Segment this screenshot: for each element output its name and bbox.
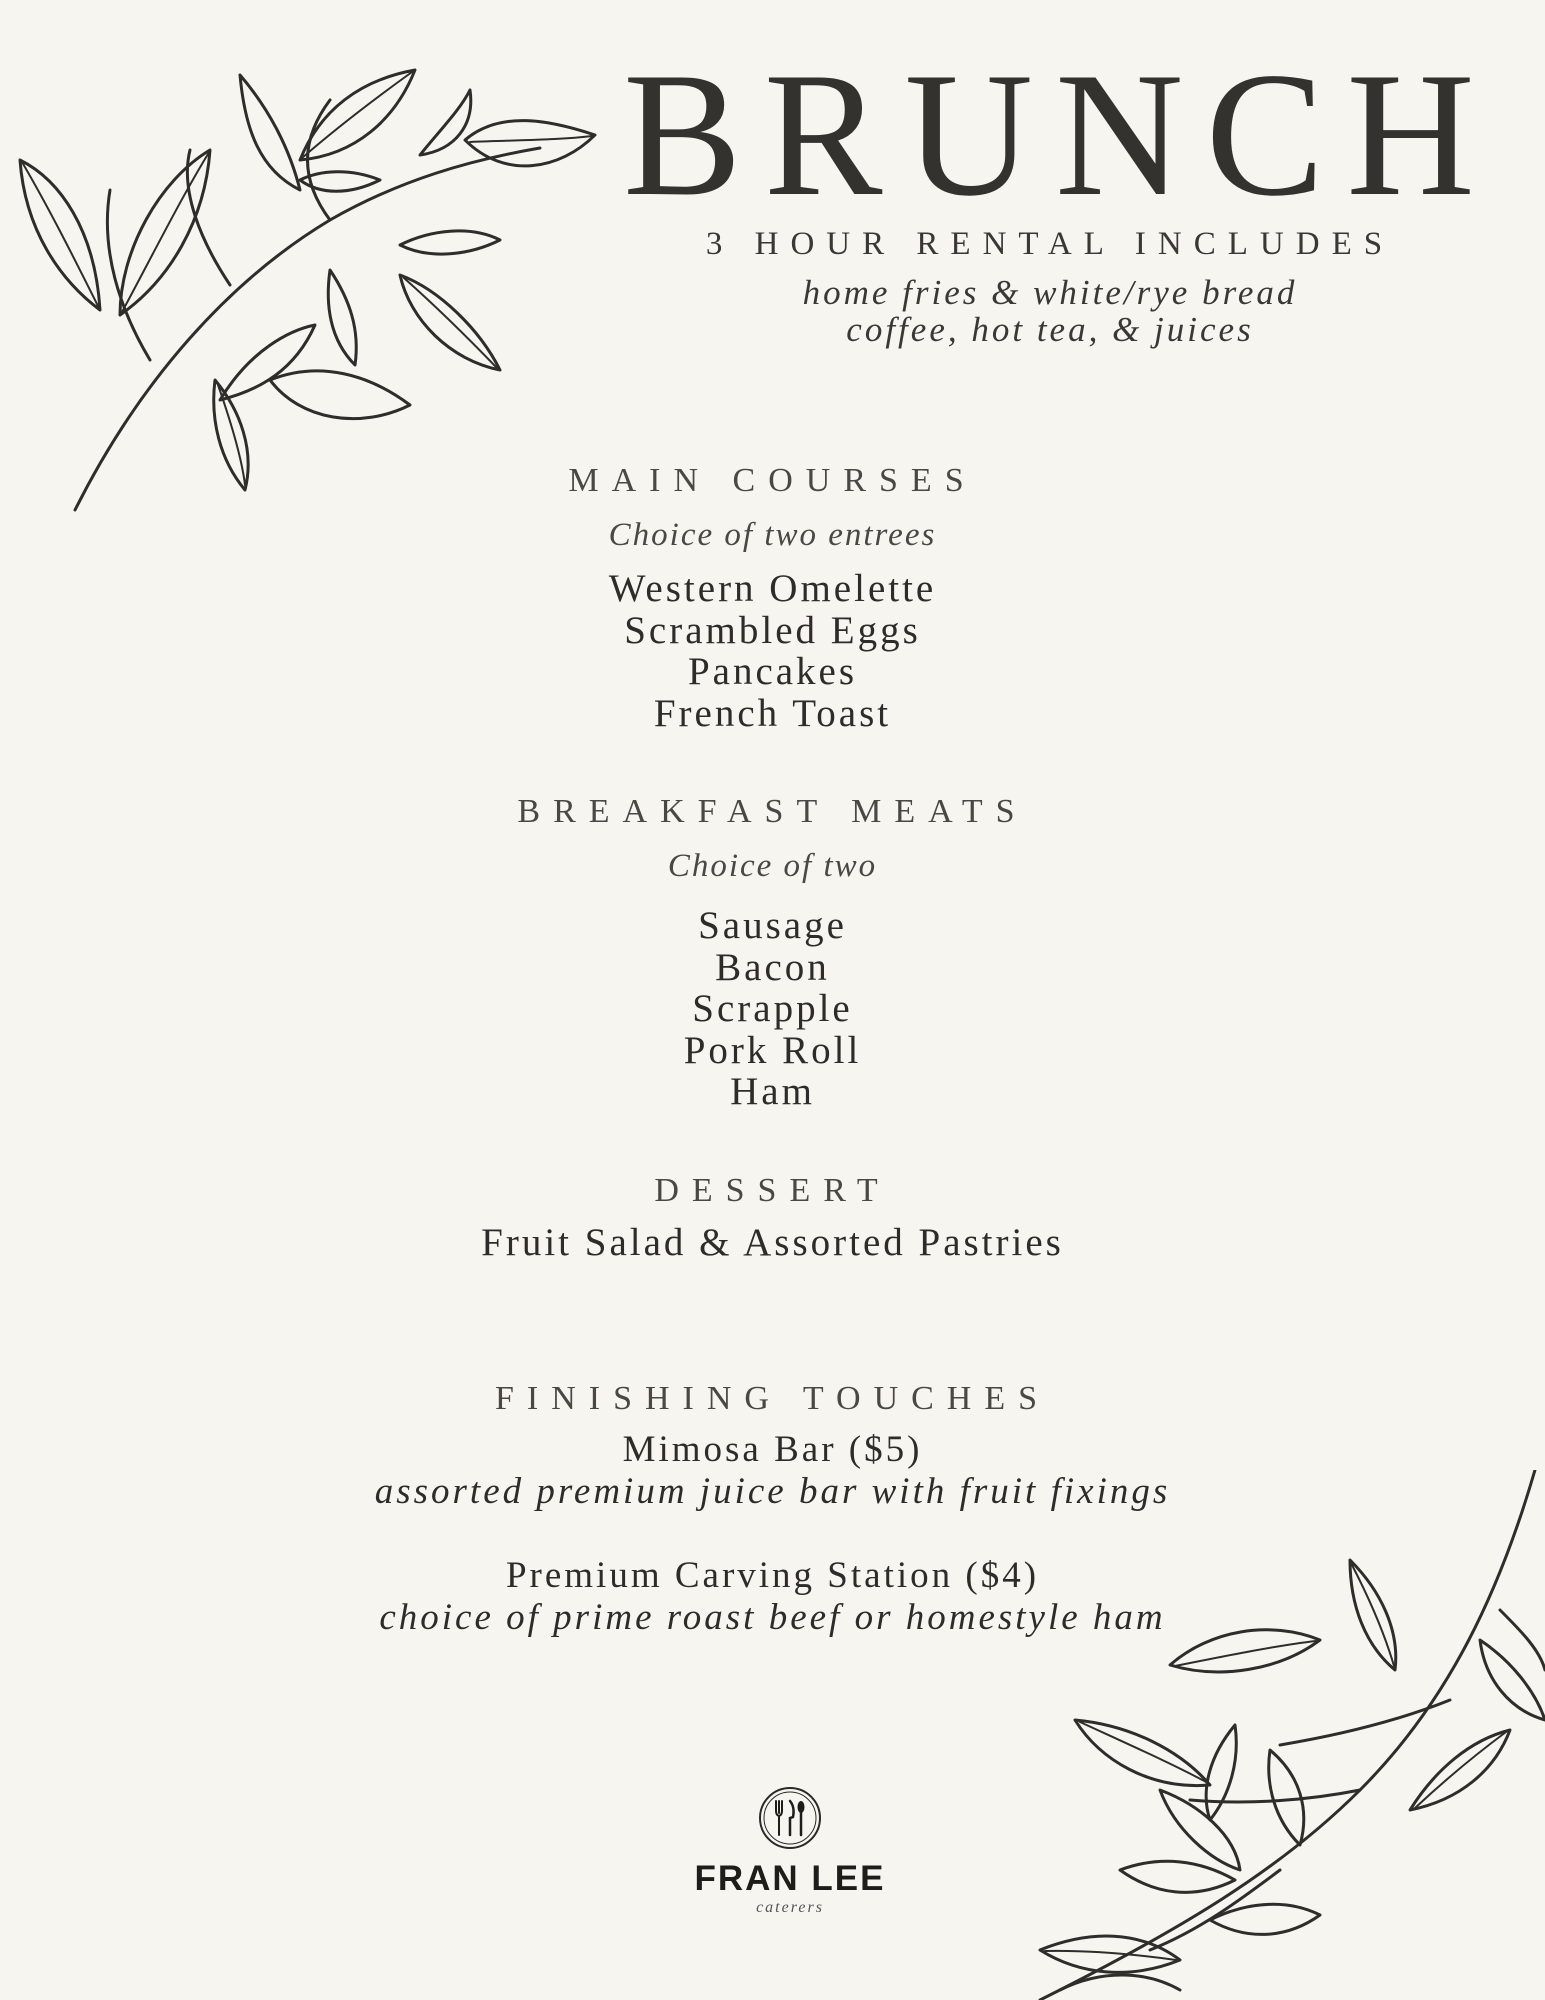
includes-line: home fries & white/rye bread bbox=[802, 273, 1298, 312]
menu-item: French Toast bbox=[653, 691, 892, 735]
finishing-touches-heading: FINISHING TOUCHES bbox=[494, 1380, 1051, 1417]
main-courses-note: Choice of two entrees bbox=[608, 517, 937, 553]
extra-name: Mimosa Bar ($5) bbox=[622, 1429, 923, 1470]
dessert-item: Fruit Salad & Assorted Pastries bbox=[481, 1221, 1064, 1264]
menu-item: Ham bbox=[730, 1070, 815, 1113]
extra-description: assorted premium juice bar with fruit fixings bbox=[374, 1471, 1171, 1512]
leaf-branch-top-left-illustration bbox=[0, 30, 620, 530]
leaf-branch-bottom-right-illustration bbox=[980, 1470, 1545, 2000]
menu-item: Western Omelette bbox=[608, 567, 937, 610]
dessert-heading: DESSERT bbox=[654, 1172, 891, 1209]
extra-description: choice of prime roast beef or homestyle ham bbox=[379, 1597, 1166, 1638]
menu-item: Bacon bbox=[715, 945, 830, 989]
rental-includes bbox=[700, 274, 1400, 348]
main-courses-heading: MAIN COURSES bbox=[568, 462, 977, 499]
fork-knife-spoon-icon bbox=[757, 1785, 823, 1851]
menu-item: Scrambled Eggs bbox=[624, 608, 921, 652]
logo-tagline: caterers bbox=[756, 1899, 824, 1916]
rental-subtitle: 3 HOUR RENTAL INCLUDES bbox=[705, 226, 1395, 262]
breakfast-meats-heading: BREAKFAST MEATS bbox=[517, 793, 1028, 830]
breakfast-meats-note: Choice of two bbox=[667, 848, 878, 884]
menu-item: Scrapple bbox=[692, 987, 853, 1030]
extra-name: Premium Carving Station ($4) bbox=[505, 1555, 1040, 1596]
menu-item: Pork Roll bbox=[683, 1028, 862, 1072]
main-courses-list bbox=[0, 568, 1545, 734]
breakfast-meats-list bbox=[0, 905, 1545, 1113]
menu-item: Pancakes bbox=[687, 650, 858, 693]
menu-item: Sausage bbox=[698, 904, 847, 947]
menu-title: BRUNCH bbox=[623, 35, 1497, 233]
includes-line: coffee, hot tea, & juices bbox=[846, 310, 1254, 349]
logo-name: FRAN LEE bbox=[694, 1859, 886, 1898]
caterer-logo bbox=[640, 1785, 940, 1917]
